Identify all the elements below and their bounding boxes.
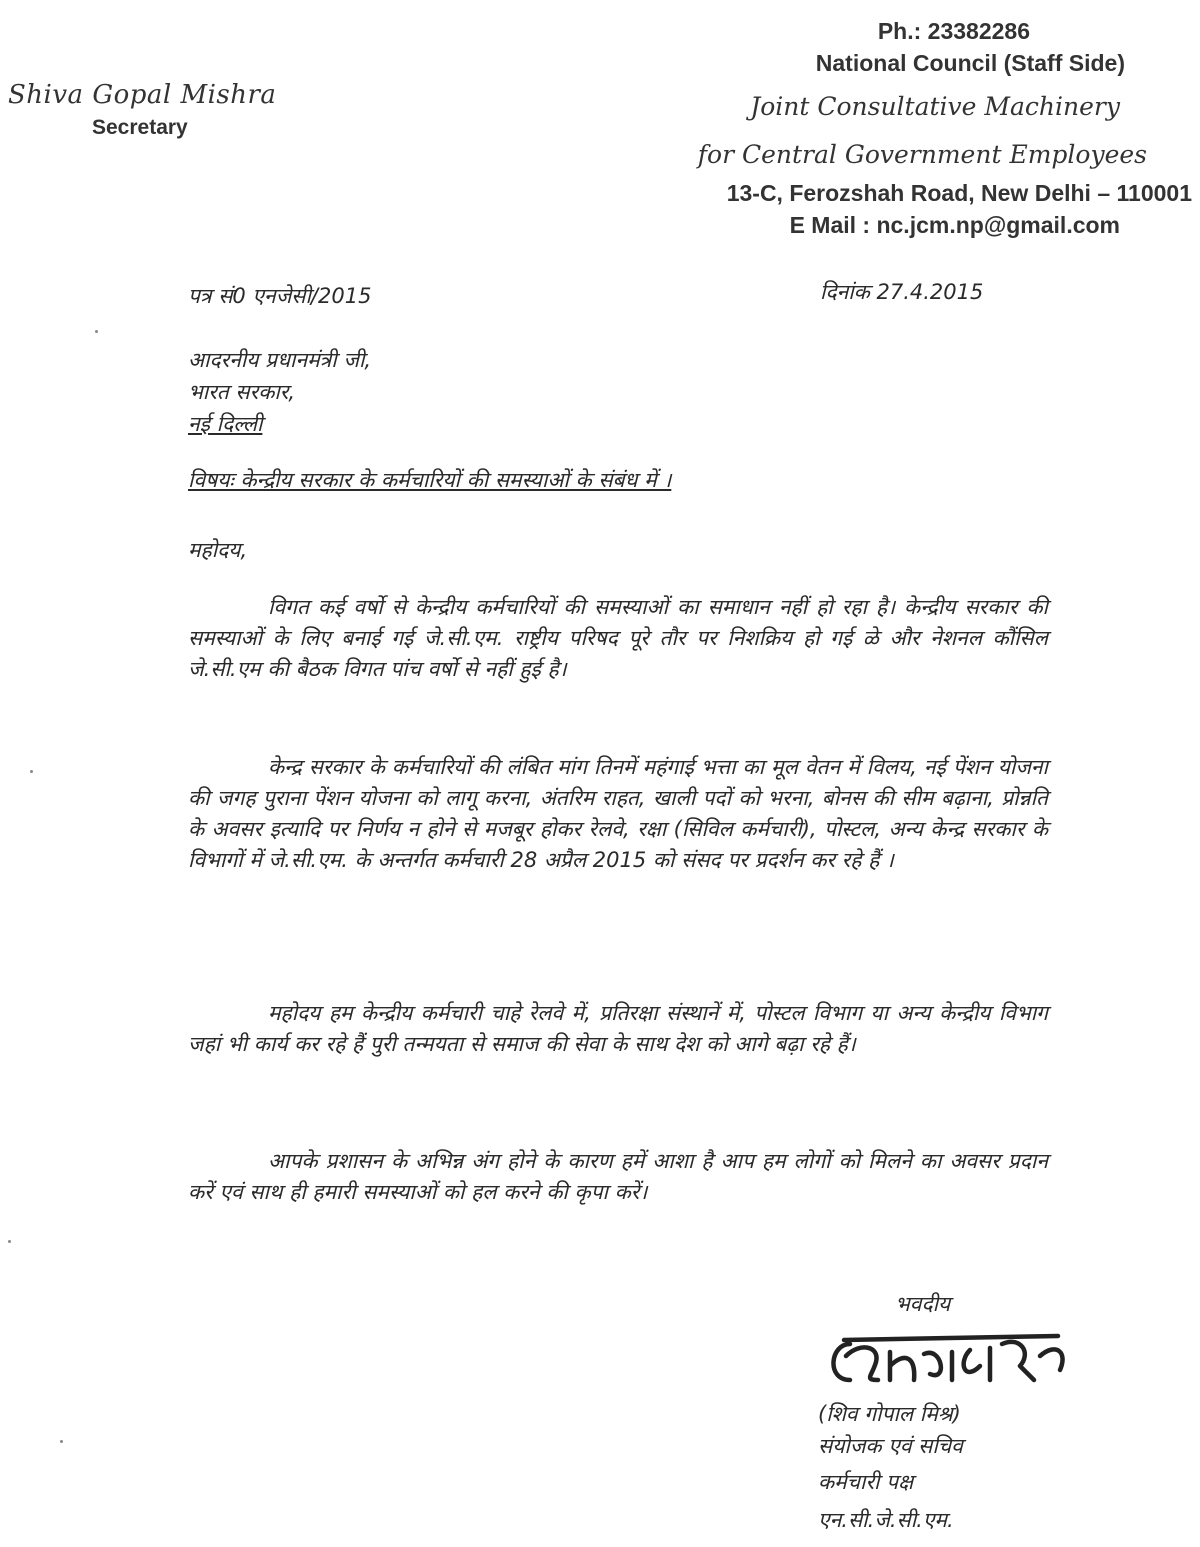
sender-name: Shiva Gopal Mishra <box>8 80 277 110</box>
subject-line: विषयः केन्द्रीय सरकार के कर्मचारियों की समस्याओं के संबंध में । <box>188 468 672 492</box>
signatory-role: एन.सी.जे.सी.एम. <box>818 1508 954 1532</box>
body-paragraph: केन्द्र सरकार के कर्मचारियों की लंबित मांग तिनमें महंगाई भत्ता का मूल वेतन में विलय, नई पेंशन योजना की जगह पुराना पेंशन योजना को लागू करना, अंतरिम राहत, खाली पदों को भरना, बोनस की सीम बढ़ाना, प्रोन्नति के अवसर इत्यादि पर निर्णय न होने से मजबूर होकर रेलवे, रक्षा (सिविल कर्मचारी), पोस्टल, अन्य केन्द्र सरकार के विभागों में जे.सी.एम. के अन्तर्गत कर्मचारी 28 अप्रैल 2015 को संसद पर प्रदर्शन कर रहे हैं । <box>188 755 1048 872</box>
addressee-line: भारत सरकार, <box>188 380 296 404</box>
signatory-name: (शिव गोपाल मिश्र) <box>818 1402 961 1426</box>
body-paragraph: आपके प्रशासन के अभिन्न अंग होने के कारण हमें आशा है आप हम लोगों को मिलने का अवसर प्रदान करें एवं साथ ही हमारी समस्याओं को हल करने की कृपा करें। <box>188 1149 1048 1204</box>
letterhead-email: E Mail : nc.jcm.np@gmail.com <box>789 212 1120 238</box>
body-paragraph: विगत कई वर्षो से केन्द्रीय कर्मचारियों की समस्याओं का समाधान नहीं हो रहा है। केन्द्रीय सरकार की समस्याओं के लिए बनाई गई जे.सी.एम. राष्ट्रीय परिषद पूरे तौर पर निशक्रिय हो गई ळे और नेशनल कौंसिल जे.सी.एम की बैठक विगत पांच वर्षो से नहीं हुई है। <box>188 595 1048 681</box>
signatory-role: कर्मचारी पक्ष <box>818 1470 914 1494</box>
scan-speck <box>60 1440 63 1443</box>
signatory-role: संयोजक एवं सचिव <box>818 1434 963 1458</box>
scan-speck <box>30 770 33 773</box>
scan-speck <box>95 330 98 333</box>
addressee-line: नई दिल्ली <box>188 412 263 436</box>
handwritten-signature <box>820 1322 1080 1392</box>
scan-speck <box>8 1240 11 1243</box>
letterhead-jcm: Joint Consultative Machinery <box>750 92 1120 121</box>
letterhead-address: 13-C, Ferozshah Road, New Delhi – 110001 <box>726 180 1192 206</box>
addressee-line: आदरनीय प्रधानमंत्री जी, <box>188 348 372 372</box>
salutation: महोदय, <box>188 538 248 562</box>
letterhead-council: National Council (Staff Side) <box>815 50 1125 76</box>
sender-title: Secretary <box>92 116 188 139</box>
letterhead-phone: Ph.: 23382286 <box>877 18 1030 44</box>
closing-phrase: भवदीय <box>895 1292 951 1316</box>
letter-date: दिनांक 27.4.2015 <box>820 280 984 304</box>
letterhead-for-employees: for Central Government Employees <box>697 140 1147 169</box>
body-paragraph: महोदय हम केन्द्रीय कर्मचारी चाहे रेलवे में, प्रतिरक्षा संस्थानें में, पोस्टल विभाग या अन्य केन्द्रीय विभाग जहां भी कार्य कर रहे हैं पुरी तन्मयता से समाज की सेवा के साथ देश को आगे बढ़ा रहे हैं। <box>188 1001 1048 1056</box>
reference-number: पत्र सं0 एनजेसी/2015 <box>188 284 372 308</box>
